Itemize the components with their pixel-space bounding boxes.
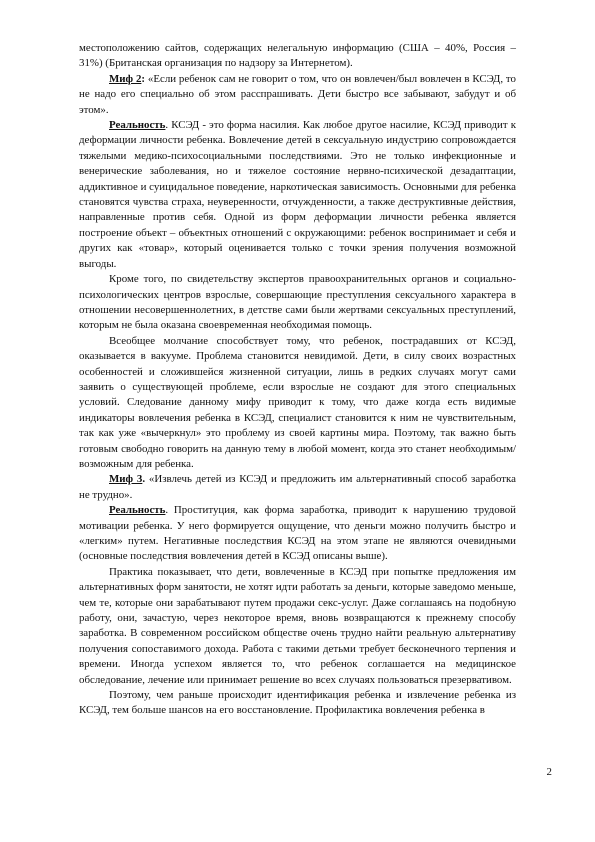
paragraph-continuation	[79, 41, 516, 72]
paragraph-text: «Извлечь детей из КСЭД и предложить им альтернативный способ заработка не трудно».	[79, 473, 516, 501]
document-body	[79, 41, 516, 719]
paragraph-text: Всеобщее молчание способствует тому, что ребенок, пострадавших от КСЭД, оказывается в вакууме. Проблема становится невидимой. Дети, в силу своих возрастных особенностей и сложившейся жизненной ситуации, лишь в редких случаях могут сами заявить о существующей проблеме, если взрослые не создают для этого специальных условий. Следование данному мифу приводит к тому, что даже когда есть видимые индикаторы вовлечения ребенка в КСЭД, специалист становится к ним не чувствительным, так как уже «вычеркнул» это проблему из своей картины мира. Поэтому, так важно быть готовым свободно говорить на данную тему в любой момент, когда это станет необходимым/ возможным для ребенка.	[79, 334, 516, 470]
paragraph-reality-2	[79, 503, 516, 565]
paragraph-text: местоположению сайтов, содержащих нелегальную информацию (США – 40%, Россия – 31%) (Британская организация по надзору за Интернетом).	[79, 42, 516, 70]
myth-2-heading-punct: :	[141, 72, 146, 85]
paragraph-myth-2	[79, 72, 516, 118]
paragraph-text: Практика показывает, что дети, вовлеченные в КСЭД при попытке предложения им альтернативных форм занятости, не хотят идти работать за деньги, которые заведомо меньше, чем те, которые они зарабатывают путем продажи секс-услуг. Даже соглашаясь на подобную работу, они, зачастую, через некоторое время, вновь возвращаются к прежнему способу заработка. В современном российском обществе очень трудно найти реальную альтернативу получения сопоставимого дохода. Работа с такими детьми требует бесконечного терпения и времени. Иногда успехом является то, что ребенок соглашается на медицинское обследование, лечение или принимает решение во всех случаях пользоваться презервативом.	[79, 565, 516, 686]
paragraph-silence	[79, 334, 516, 473]
reality-1-heading: Реальность	[109, 119, 166, 132]
paragraph-text: «Если ребенок сам не говорит о том, что он вовлечен/был вовлечен в КСЭД, то не надо его специально об этом расспрашивать. Дети быстро все забывают, забудут и об этом».	[79, 72, 516, 116]
paragraph-text: . Проституция, как форма заработка, приводит к нарушению трудовой мотивации ребенка. У него формируется ощущение, что деньги можно получить быстро и «легким» путем. Негативные последствия КСЭД на этом этапе не являются очевидными (основные последствия вовлечения детей в КСЭД описаны выше).	[79, 504, 516, 563]
myth-3-heading: Миф 3	[109, 473, 143, 486]
paragraph-myth-3	[79, 472, 516, 503]
paragraph-practice	[79, 565, 516, 688]
paragraph-reality-1	[79, 118, 516, 272]
paragraph-conclusion	[79, 688, 516, 719]
paragraph-text: . КСЭД - это форма насилия. Как любое другое насилие, КСЭД приводит к деформации личности ребенка. Вовлечение детей в сексуальную индустрию сопровождается тяжелыми медико-психосоциальными последствиями. Это не только инфекционные и венерические заболевания, но и тяжелое состояние нервно-психической дезадаптации, аддиктивное и суицидальное поведение, наркотическая зависимость. Основными для ребенка становятся чувства страха, неуверенности, отчужденности, а также деструктивные действия, направленные против себя. Одной из форм деформации личности ребенка является построение объект – объектных отношений с окружающими: ребенок воспринимает и себя и других как «товар», который оценивается только с точки зрения получения возможной выгоды.	[79, 119, 516, 270]
paragraph-experts	[79, 272, 516, 334]
paragraph-text: Поэтому, чем раньше происходит идентификация ребенка и извлечение ребенка из КСЭД, тем больше шансов на его восстановление. Профилактика вовлечения ребенка в	[79, 689, 516, 717]
myth-2-heading: Миф 2	[109, 72, 142, 85]
reality-2-heading: Реальность	[109, 504, 166, 517]
myth-3-heading-punct: .	[142, 473, 146, 486]
page-number: 2	[546, 766, 552, 778]
paragraph-text: Кроме того, по свидетельству экспертов правоохранительных органов и социально-психологических центров взрослые, совершающие преступления сексуального характера в отношении несовершеннолетних, в детстве сами были жертвами сексуальных преступлений, которым не была оказана своевременная необходимая помощь.	[79, 273, 516, 332]
